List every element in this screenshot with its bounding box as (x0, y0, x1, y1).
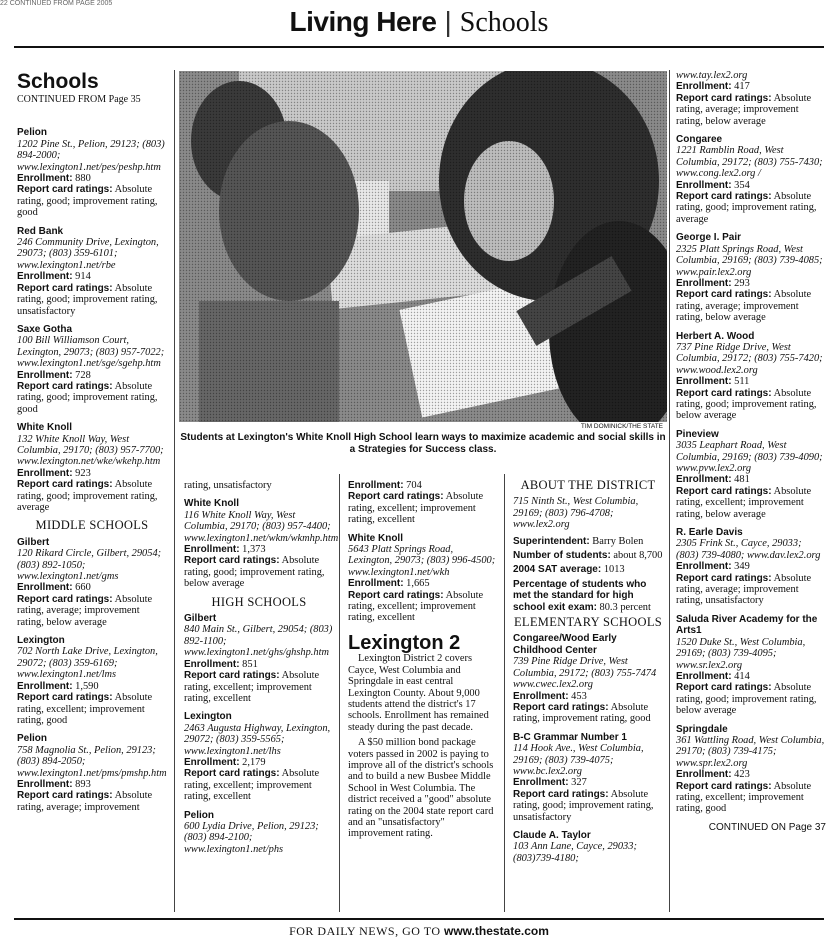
school-name: Saluda River Academy for the Arts1 (676, 613, 818, 637)
enrollment-label: Enrollment: (184, 756, 240, 768)
school-address: 600 Lydia Drive, Pelion, 29123; (803) 894-2100; www.lexington1.net/phs (184, 820, 319, 855)
enrollment-value: 2,179 (242, 756, 266, 768)
school-address: 2325 Platt Springs Road, West Columbia, 29169; (803) 739-4085; www.pair.lex2.org (676, 243, 823, 278)
rating-value: Absolute rating, good; improvement rating, below average (676, 682, 817, 717)
photo-caption: Students at Lexington's White Knoll High School learn ways to maximize academic and social skills in a Strategies for Success class. (180, 432, 666, 455)
school-entry (184, 711, 334, 802)
column-title: Schools (17, 70, 99, 93)
header-separator: | (444, 6, 452, 37)
school-name: White Knoll (348, 532, 403, 544)
school-url: www.tay.lex2.org (676, 70, 748, 81)
school-address: 2305 Frink St., Cayce, 29033; (803) 739-4080; www.dav.lex2.org (676, 538, 821, 561)
enrollment-value: 1,590 (75, 680, 99, 692)
enrollment-label: Enrollment: (676, 277, 732, 289)
school-entry (348, 533, 498, 624)
school-name: Pelion (17, 127, 48, 139)
school-address: 3035 Leaphart Road, West Columbia, 29169; (803) 739-4090; www.pvw.lex2.org (676, 440, 823, 474)
rating-value: Absolute rating, good; improvement rating, unsatisfactory (513, 788, 654, 823)
school-entry (17, 127, 167, 218)
enrollment-value: 728 (75, 369, 91, 381)
school-entry (184, 613, 334, 704)
enrollment-label: Enrollment: (676, 376, 732, 388)
enrollment-label: Enrollment: (17, 271, 73, 283)
enrollment-value: 851 (242, 658, 258, 670)
rating-label: Report card ratings: (676, 485, 772, 497)
rating-value: Absolute rating, good; improvement rating, below average (676, 387, 817, 422)
school-name: B-C Grammar Number 1 (513, 731, 627, 743)
school-address: 1520 Duke St., West Columbia, 29169; (803) 739-4095; www.sr.lex2.org (676, 636, 806, 671)
rating-label: Report card ratings: (348, 589, 444, 601)
rating-value: Absolute rating, good; improvement rating, good (17, 184, 158, 219)
school-name: Lexington (17, 635, 65, 647)
enrollment-label: Enrollment: (184, 658, 240, 670)
rating-value: Absolute rating, good; improvement rating, average (676, 191, 817, 225)
column-5: www.tay.lex2.org Enrollment: 417 Report card ratings: Absolute rating, average; improvement rating, below average Congaree 1221 Ramblin Road, West Columbia, 29172; (803) 755-7430; www.cong.lex2.org / Enrollment: 354 Report card ratings: Absolute rating, good; improvement rating, average George I. Pair 2325 Platt Springs Road, West Columbia, 29169; (803) 739-4085; www.pair.lex2.org Enrollment: 293 Report card ratings: Absolute rating, average; improvement rating, below average Herbert A. Wood 737 Pine Ridge Drive, West Columbia, 29172; (803) 755-7420; www.wood.lex2.org Enrollment: 511 Report card ratings: Absolute rating, good; improvement rating, below average Pineview 3035 Leaphart Road, West Columbia, 29169; (803) 739-4090; www.pvw.lex2.org Enrollment: 481 Report card ratings: Absolute rating, excellent; improvement rating, below average R. Earle Davis 2305 Frink St., Cayce, 29033; (803) 739-4080; www.dav.lex2.org Enrollment: 349 Report card ratings: Absolute rating, average; improvement rating, unsatisfactory Saluda River Academy for the Arts1 1520 Duke St., West Columbia, 29169; (803) 739-4095; www.sr.lex2.org Enrollment: 414 Report card ratings: Absolute rating, good; improvement rating, below average Springdale 361 Wattling Road, West Columbia, 29170; (803) 739-4175; www.spr.lex2.org Enrollment: 423 Report card ratings: Absolute rating, excellent; improvement rating, good CONTINUED ON Page 37 (676, 70, 826, 833)
continued-text: rating, unsatisfactory (184, 480, 272, 491)
district-paragraph: Lexington District 2 covers Cayce, West Columbia and Springdale in east central Lexington County. About 9,000 students attend the district's 17 schools. Enrollment has remained steady during the past decade. (348, 653, 489, 733)
school-entry (513, 830, 663, 864)
elementary-list-3 (676, 134, 826, 815)
enrollment-label: Enrollment: (676, 769, 732, 781)
school-address: 737 Pine Ridge Drive, West Columbia, 29172; (803) 755-7420; www.wood.lex2.org (676, 341, 823, 376)
rating-value: Absolute rating, average; improvement rating, unsatisfactory (676, 572, 812, 607)
school-name: Pelion (17, 733, 48, 745)
top-strip: 22 CONTINUED FROM PAGE 2005 (0, 0, 113, 7)
rating-label: Report card ratings: (184, 555, 280, 567)
rating-label: Report card ratings: (17, 282, 113, 294)
rating-value: Absolute rating, good; improvement rating, good (17, 380, 158, 415)
rating-label: Report card ratings: (676, 682, 772, 694)
rating-value: Absolute rating, improvement rating, good (513, 701, 651, 725)
school-entry (184, 498, 339, 590)
middle-schools-heading: MIDDLE SCHOOLS (35, 518, 149, 533)
school-entry (676, 429, 826, 520)
enrollment-value: 660 (75, 582, 91, 594)
enrollment-value: 354 (734, 179, 750, 191)
rating-label: Report card ratings: (513, 788, 609, 800)
school-name: White Knoll (17, 422, 72, 434)
district-address: 715 Ninth St., West Columbia, 29169; (803) 796-4708; www.lex2.org (513, 496, 639, 531)
about-district-heading: ABOUT THE DISTRICT (520, 478, 656, 492)
column-3: Enrollment: 704 Report card ratings: Absolute rating, excellent; improvement rating, excellent White Knoll 5643 Platt Springs Road, Lexington, 29073; (803) 996-4500; www.lexington1.net/wkh Enrollment: 1,665 Report card ratings: Absolute rating, excellent; improvement rating, excellent Lexington 2 Lexington District 2 covers Cayce, West Columbia and Springdale in east central Lexington County. About 9,000 students attend the district's 17 schools. Enrollment has remained steady during the past decade. A $50 million bond package voters passed in 2002 is paying to improve all of the district's schools and to build a new Busbee Middle School in West Columbia. The district received a "good" absolute rating on the 2004 state report card and an "unsatisfactory" improvement rating. (348, 480, 498, 840)
rating-label: Report card ratings: (676, 387, 772, 399)
rating-value: Absolute rating, average; improvement rating, below average (676, 289, 812, 324)
enrollment-value: 453 (571, 690, 587, 702)
enrollment-value: 327 (571, 777, 587, 789)
school-entry (184, 810, 334, 856)
rating-value: Absolute rating, average; improvement rating, below average (676, 92, 812, 127)
rating-label: Report card ratings: (676, 780, 772, 792)
school-entry (17, 324, 167, 415)
footer-rule (14, 918, 824, 920)
school-address: 116 White Knoll Way, West Columbia, 29170; (803) 957-4400; www.lexington1.net/wkm/wkmhp.htm (184, 509, 339, 544)
enrollment-label: Enrollment: (513, 777, 569, 789)
school-name: Saxe Gotha (17, 323, 73, 335)
school-address: 1202 Pine St., Pelion, 29123; (803) 894-2000; www.lexington1.net/pes/peshp.htm (17, 138, 165, 173)
school-address: 246 Community Drive, Lexington, 29073; (803) 359-6101; www.lexington1.net/rbe (17, 237, 159, 271)
continued-from: CONTINUED FROM Page 35 (17, 94, 141, 105)
school-name: R. Earle Davis (676, 527, 743, 539)
column-4: ABOUT THE DISTRICT 715 Ninth St., West Columbia, 29169; (803) 796-4708; www.lex2.org Superintendent: Barry Bolen Number of students: about 8,700 2004 SAT average: 1013 Percentage of students who met the standard for high school exit exam: 80.3 percent ELEMENTARY SCHOOLS Congaree/Wood Early Childhood Center 739 Pine Ridge Drive, West Columbia, 29172; (803) 755-7474 www.cwec.lex2.org Enrollment: 453 Report card ratings: Absolute rating, improvement rating, good B-C Grammar Number 1 114 Hook Ave., West Columbia, 29169; (803) 739-4075; www.bc.lex2.org Enrollment: 327 Report card ratings: Absolute rating, good; improvement rating, unsatisfactory Claude A. Taylor 103 Ann Lane, Cayce, 29033; (803)739-4180; (513, 478, 663, 864)
enrollment-value: 417 (734, 81, 750, 93)
rating-value: Absolute rating, excellent; improvement rating, below average (676, 485, 812, 520)
school-name: George I. Pair (676, 232, 742, 244)
rating-label: Report card ratings: (17, 593, 113, 605)
rating-label: Report card ratings: (17, 184, 113, 196)
enrollment-value: 293 (734, 277, 750, 289)
enrollment-value: 511 (734, 376, 750, 388)
elementary-list-2 (513, 633, 663, 864)
photo-credit: TIM DOMINICK/THE STATE (580, 423, 663, 430)
school-entry (676, 527, 826, 607)
high-list-cont (348, 533, 498, 624)
rating-value: Absolute rating, good; improvement rating, unsatisfactory (17, 282, 158, 317)
rating-value: Absolute rating, excellent; improvement rating, excellent (184, 670, 320, 704)
rating-label: Report card ratings: (184, 670, 280, 682)
topic-title: Schools (459, 7, 549, 38)
school-name: Lexington (184, 711, 232, 723)
enrollment-value: 414 (734, 670, 750, 682)
school-address: 132 White Knoll Way, West Columbia, 29170; (803) 957-7700; www.lexington.net/wke/wkehp.htm (17, 433, 164, 468)
school-entry (676, 331, 826, 422)
rating-label: Report card ratings: (17, 692, 113, 704)
rating-value: Absolute rating, excellent; improvement rating, excellent (184, 768, 320, 803)
enrollment-label: Enrollment: (17, 778, 73, 790)
enrollment-label: Enrollment: (513, 690, 569, 702)
rating-label: Report card ratings: (676, 572, 772, 584)
rating-value: Absolute rating, excellent; improvement rating, excellent (348, 589, 484, 624)
student-count: about 8,700 (613, 550, 663, 562)
column-divider (174, 70, 175, 912)
school-address: 103 Ann Lane, Cayce, 29033; (803)739-4180; (513, 841, 637, 864)
rating-label: Report card ratings: (676, 289, 772, 301)
school-entry (17, 537, 167, 628)
school-entry (676, 134, 826, 225)
enrollment-label: Enrollment: (184, 544, 240, 556)
exit-exam-percent: 80.3 percent (599, 601, 651, 613)
school-entry (513, 633, 663, 724)
school-address: 100 Bill Williamson Court, Lexington, 29073; (803) 957-7022; www.lexington1.net/sge/sgehp.htm (17, 335, 165, 370)
sat-average: 1013 (603, 564, 625, 576)
enrollment-value: 1,665 (406, 578, 430, 590)
school-entry (676, 232, 826, 323)
enrollment-value: 1,373 (242, 544, 266, 556)
enrollment-value: 880 (75, 173, 91, 185)
continued-on: CONTINUED ON Page 37 (708, 821, 826, 833)
enrollment-label: Enrollment: (17, 467, 73, 479)
middle-list (17, 537, 167, 813)
column-divider (669, 70, 670, 912)
school-entry (676, 614, 826, 717)
elementary-list (17, 127, 167, 513)
rating-label: Report card ratings: (676, 191, 772, 203)
school-entry (17, 733, 167, 813)
school-entry (17, 226, 167, 317)
school-name: Pineview (676, 428, 719, 440)
enrollment-label: Enrollment: (17, 173, 73, 185)
elementary-schools-heading: ELEMENTARY SCHOOLS (513, 615, 663, 630)
rating-label: Report card ratings: (17, 790, 113, 802)
footer-site-link[interactable]: www.thestate.com (444, 924, 549, 938)
rating-value: Absolute rating, good; improvement rating, average (17, 479, 158, 513)
middle-list-cont (184, 498, 339, 590)
district-title: Lexington 2 (348, 631, 461, 654)
high-list (184, 613, 334, 855)
school-address: 702 North Lake Drive, Lexington, 29072; (803) 359-6169; www.lexington1.net/lms (17, 646, 158, 681)
school-name: Congaree (676, 134, 723, 146)
school-entry (17, 422, 167, 513)
rating-value: Absolute rating, average; improvement (17, 790, 153, 813)
school-name: Pelion (184, 809, 215, 821)
school-address: 840 Main St., Gilbert, 29054; (803) 892-1100; www.lexington1.net/ghs/ghshp.htm (184, 624, 333, 659)
high-schools-heading: HIGH SCHOOLS (211, 594, 307, 609)
header-rule (14, 46, 824, 48)
rating-value: Absolute rating, average; improvement rating, below average (17, 593, 153, 628)
rating-value: Absolute rating, excellent; improvement rating, good (17, 692, 153, 726)
school-entry (17, 635, 167, 726)
school-address: 758 Magnolia St., Pelion, 29123; (803) 894-2050; www.lexington1.net/pms/pmshp.htm (17, 744, 167, 779)
enrollment-label: Enrollment: (676, 561, 732, 573)
school-entry (513, 732, 663, 823)
column-1 (17, 70, 167, 820)
enrollment-label: Enrollment: (17, 582, 73, 594)
school-name: Springdale (676, 723, 728, 735)
rating-value: Absolute rating, excellent; improvement rating, good (676, 780, 812, 815)
page-header (0, 0, 838, 42)
enrollment-label: Enrollment: (676, 474, 732, 486)
rating-label: Report card ratings: (17, 479, 113, 491)
column-divider (339, 474, 340, 912)
enrollment-label: Enrollment: (17, 369, 73, 381)
photo-illustration (179, 71, 667, 422)
enrollment-label: Enrollment: (676, 670, 732, 682)
school-name: White Knoll (184, 498, 239, 510)
column-2 (184, 480, 339, 862)
rating-label: Report card ratings: (17, 380, 113, 392)
school-address: 361 Wattling Road, West Columbia, 29170; (803) 739-4175; www.spr.lex2.org (676, 734, 825, 769)
enrollment-value: 914 (75, 271, 91, 283)
footer-text: FOR DAILY NEWS, GO TO (289, 924, 441, 938)
enrollment-value: 481 (734, 474, 750, 486)
enrollment-value: 704 (406, 480, 422, 491)
classroom-photo (179, 71, 667, 422)
rating-value: Absolute rating, good; improvement rating, below average (184, 555, 325, 590)
enrollment-value: 423 (734, 769, 750, 781)
enrollment-value: 893 (75, 778, 91, 790)
enrollment-value: 349 (734, 561, 750, 573)
section-title: Living Here (289, 6, 437, 37)
school-name: Claude A. Taylor (513, 829, 591, 841)
footer (0, 924, 838, 939)
school-name: Herbert A. Wood (676, 330, 755, 342)
enrollment-label: Enrollment: (17, 680, 73, 692)
school-address: 5643 Platt Springs Road, Lexington, 29073; (803) 996-4500; www.lexington1.net/wkh (348, 544, 496, 578)
superintendent: Barry Bolen (592, 535, 644, 547)
school-address: 739 Pine Ridge Drive, West Columbia, 29172; (803) 755-7474 www.cwec.lex2.org (513, 656, 657, 691)
school-address: 1221 Ramblin Road, West Columbia, 29172; (803) 755-7430; www.cong.lex2.org / (676, 145, 823, 180)
school-address: 120 Rikard Circle, Gilbert, 29054; (803) 892-1050; www.lexington1.net/gms (17, 548, 162, 583)
school-name: Gilbert (184, 613, 217, 625)
column-divider (504, 474, 505, 912)
school-name: Congaree/Wood Early Childhood Center (513, 633, 617, 656)
enrollment-label: Enrollment: (348, 578, 404, 590)
district-paragraph: A $50 million bond package voters passed in 2002 is paying to improve all of the district's schools and to build a new Busbee Middle School in West Columbia. The district received a "good" absolute rating on the 2004 state report card and an "unsatisfactory" improvement rating. (348, 737, 494, 840)
school-address: 2463 Augusta Highway, Lexington, 29072; (803) 359-5565; www.lexington1.net/lhs (184, 722, 331, 757)
school-address: 114 Hook Ave., West Columbia, 29169; (803) 739-4075; www.bc.lex2.org (513, 743, 644, 777)
rating-label: Report card ratings: (513, 701, 609, 713)
school-name: Gilbert (17, 536, 50, 548)
rating-label: Report card ratings: (184, 768, 280, 780)
rating-value: Absolute rating, excellent; improvement rating, excellent (348, 491, 484, 526)
school-name: Red Bank (17, 225, 64, 237)
enrollment-value: 923 (75, 467, 91, 479)
school-entry (676, 724, 826, 815)
enrollment-label: Enrollment: (676, 179, 732, 191)
